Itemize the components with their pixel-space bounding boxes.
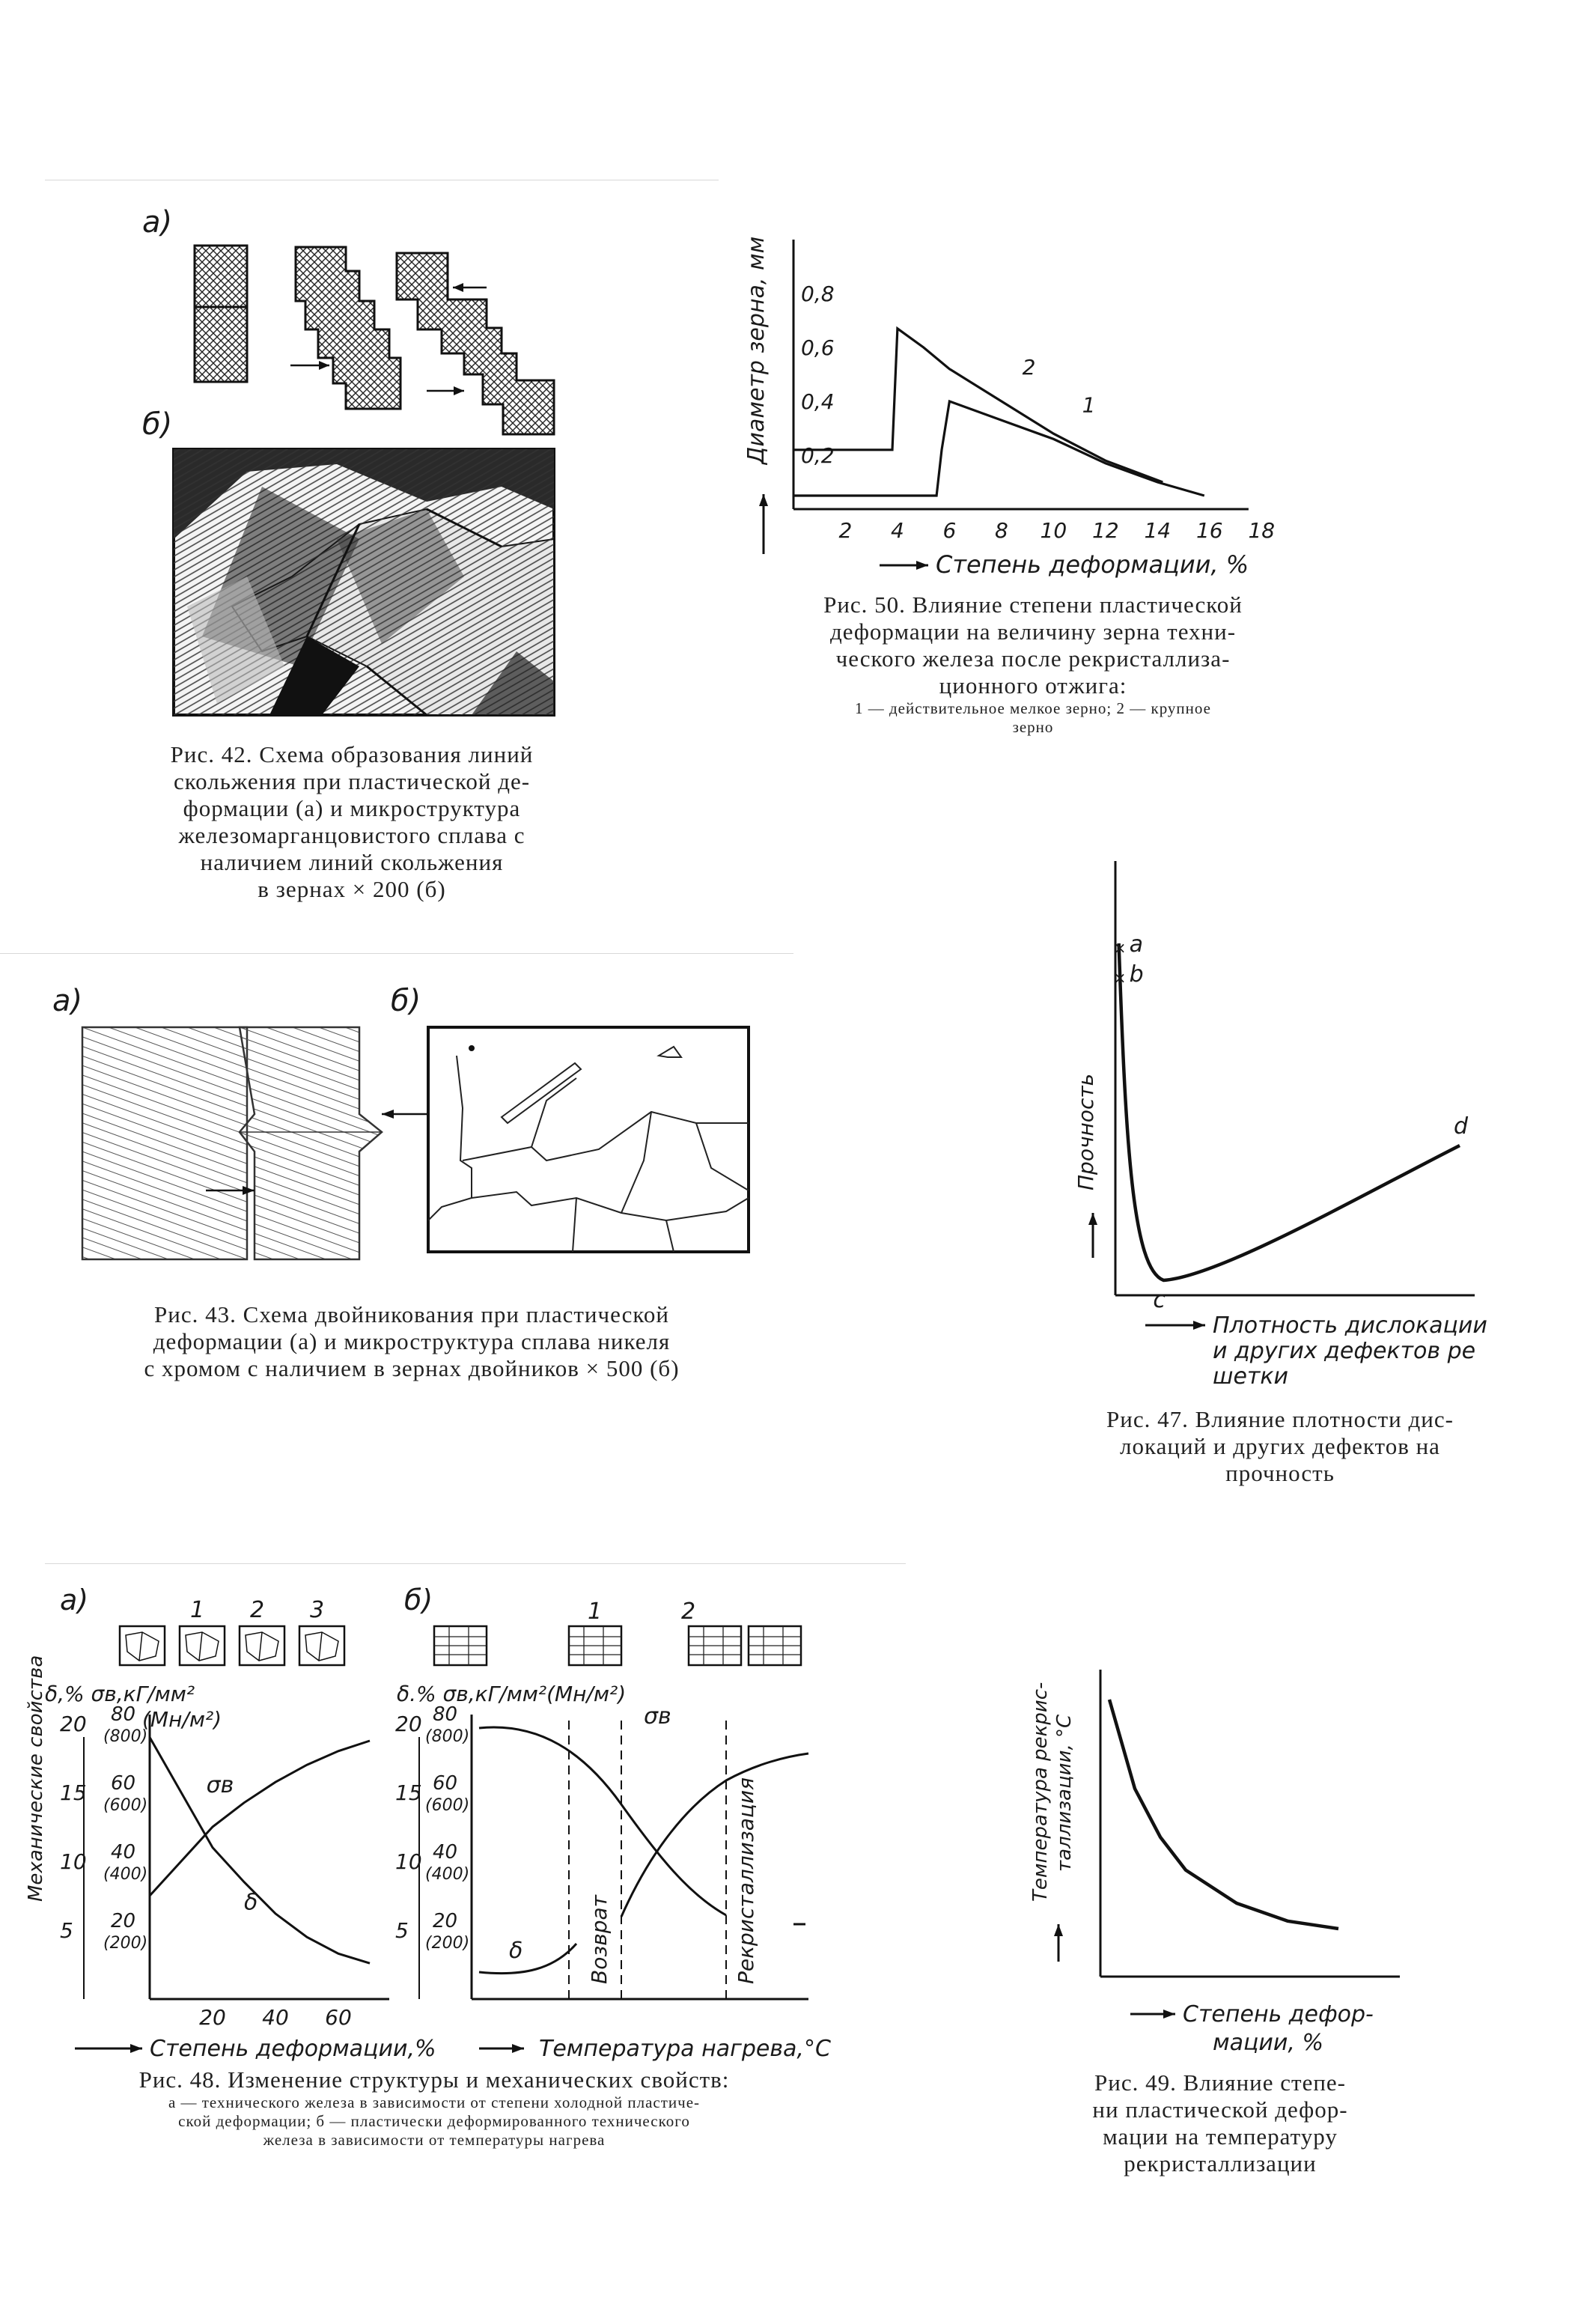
x-tick-label: 2 — [838, 518, 853, 543]
panel-a-header-units: (Мн/м²) — [142, 1707, 222, 1732]
sigma-tick-label-si: (800) — [103, 1727, 148, 1746]
y-tick-label: 0,8 — [801, 282, 835, 306]
y-tick-label: 0,4 — [801, 389, 835, 414]
caption-line: локаций и других дефектов на — [1120, 1433, 1440, 1459]
page-edge-line — [45, 1563, 906, 1564]
x-tick-label: 6 — [942, 518, 957, 543]
point-label: d — [1454, 1113, 1469, 1140]
x-tick-label: 18 — [1248, 518, 1276, 543]
series-label: 2 — [1022, 355, 1036, 380]
series-label: 1 — [1082, 392, 1096, 418]
y-axis-arrow-head — [1088, 1213, 1097, 1225]
sigma-tick-label-si: (400) — [103, 1865, 148, 1884]
y-axis-label: Механические свойства — [25, 1655, 47, 1902]
x-axis-label: Степень деформации, % — [936, 550, 1249, 579]
x-tick-label: 12 — [1092, 518, 1119, 543]
sigma-tick-label-si: (600) — [425, 1796, 470, 1815]
grain-boundaries — [434, 1626, 487, 1665]
x-tick-label: 10 — [1040, 518, 1067, 543]
y-tick-label: 0,6 — [801, 335, 835, 360]
y-axis-arrow-head — [1054, 1924, 1063, 1936]
twinned-crystal — [240, 1027, 382, 1259]
x-axis-arrow-head — [130, 2044, 142, 2053]
x-axis-arrow-head — [1193, 1321, 1205, 1330]
y-axis-arrow-head — [759, 494, 768, 506]
page-edge-line — [0, 953, 793, 954]
caption-line: Рис. 43. Схема двойникования при пластической — [154, 1301, 669, 1327]
caption-line: формации (а) и микроструктура — [183, 795, 521, 821]
fig48-label-b: б) — [404, 1584, 433, 1616]
fig48-caption — [30, 2066, 838, 2150]
x-tick-label: 14 — [1144, 518, 1172, 543]
zone-label: Рекристаллизация — [734, 1777, 758, 1984]
series-label: δ — [244, 1889, 258, 1916]
delta-tick-label: 15 — [395, 1780, 422, 1805]
sigma-tick-label-si: (800) — [425, 1727, 470, 1746]
grain-boundaries — [305, 1632, 338, 1661]
x-axis-label: шетки — [1213, 1363, 1289, 1390]
caption-line: ционного отжига: — [939, 672, 1127, 699]
caption-line: прочность — [1225, 1460, 1335, 1486]
micrograph-twins — [428, 1027, 749, 1252]
sigma-tick-label-si: (600) — [103, 1796, 148, 1815]
fig48-chart — [25, 1580, 838, 2062]
point-marker: × — [1113, 969, 1127, 987]
sigma-tick-label: 20 — [433, 1910, 458, 1932]
caption-line: Рис. 42. Схема образования линий — [170, 741, 534, 767]
fig43-diagram — [52, 973, 771, 1288]
fig43-label-b: б) — [391, 984, 421, 1018]
y-axis-label: таллизации, °С — [1053, 1714, 1076, 1872]
grain-boundaries — [246, 1632, 278, 1661]
series-line-delta-2 — [621, 1753, 808, 1917]
sigma-tick-label: 80 — [111, 1703, 136, 1726]
zone-label: Возврат — [587, 1895, 612, 1984]
x-axis-label: и других дефектов ре — [1213, 1338, 1476, 1364]
fig50-caption — [749, 591, 1317, 737]
delta-tick-label: 20 — [395, 1712, 422, 1736]
caption-note: 1 — действительное мелкое зерно; 2 — крупное — [855, 699, 1211, 717]
caption-line: Рис. 47. Влияние плотности дис- — [1106, 1406, 1454, 1432]
sigma-tick-label: 60 — [111, 1772, 136, 1795]
caption-line: Рис. 50. Влияние степени пластической — [823, 591, 1243, 618]
caption-line: мации на температуру — [1103, 2123, 1338, 2150]
series-line-sigma — [150, 1741, 370, 1896]
x-axis-arrow-head — [512, 2044, 524, 2053]
undeformed-crystal — [195, 246, 247, 382]
series-line-delta — [150, 1737, 370, 1963]
point-label: a — [1129, 931, 1143, 958]
caption-line: рекристаллизации — [1124, 2150, 1317, 2177]
point-label: c — [1153, 1287, 1166, 1313]
fig49-chart — [1026, 1647, 1415, 2066]
x-tick-label: 20 — [199, 2005, 226, 2030]
recrystallization-curve — [1109, 1700, 1338, 1929]
series-line-sigma — [479, 1727, 726, 1915]
icon-number: 2 — [681, 1598, 696, 1625]
panel-b-header: δ.% σв,кГ/мм²(Мн/м²) — [397, 1682, 627, 1706]
caption-note: ской деформации; б — пластически деформированного технического — [178, 2112, 690, 2130]
sigma-tick-label: 60 — [433, 1772, 458, 1795]
icon-number: 1 — [588, 1598, 603, 1625]
fig42-diagram — [112, 187, 591, 734]
x-axis-label: Плотность дислокации — [1213, 1312, 1487, 1339]
caption-line: ни пластической дефор- — [1092, 2096, 1348, 2123]
sigma-tick-label: 40 — [433, 1841, 458, 1864]
fig50-chart — [734, 210, 1303, 584]
x-tick-label: 60 — [325, 2005, 352, 2030]
caption-note: железа в зависимости от температуры нагрева — [263, 2131, 606, 2149]
panel-a-header: δ,% σв,кГ/мм² — [45, 1682, 195, 1706]
series-label: δ — [509, 1938, 523, 1964]
delta-tick-label: 20 — [60, 1712, 87, 1736]
x-tick-label: 4 — [891, 518, 904, 543]
fig42-label-b: б) — [142, 407, 173, 442]
x-axis-arrow-head — [916, 561, 928, 570]
series-line-1 — [793, 401, 1204, 496]
caption-line: наличием линий скольжения — [200, 849, 504, 875]
x-tick-label: 8 — [994, 518, 1008, 543]
delta-tick-label: 5 — [60, 1918, 73, 1943]
x-axis-label: Степень дефор- — [1183, 2001, 1374, 2028]
fig42-label-a: а) — [142, 205, 173, 240]
delta-tick-label: 5 — [395, 1918, 409, 1943]
caption-line: деформации (а) и микроструктура сплава никеля — [153, 1328, 671, 1354]
caption-line: Рис. 49. Влияние степе- — [1094, 2069, 1346, 2096]
point-marker: × — [1113, 939, 1127, 957]
fig47-chart — [1055, 846, 1497, 1415]
x-axis-arrow-head — [1163, 2010, 1175, 2019]
delta-tick-label: 10 — [395, 1849, 422, 1874]
caption-note: а — технического железа в зависимости от степени холодной пластиче- — [168, 2093, 701, 2111]
series-line-delta — [479, 1944, 576, 1974]
x-tick-label: 40 — [262, 2005, 289, 2030]
y-axis-label: Диаметр зерна, мм — [743, 236, 770, 464]
x-tick-label: 16 — [1195, 518, 1223, 543]
icon-number: 3 — [310, 1597, 325, 1623]
point-label: b — [1129, 961, 1144, 988]
strength-curve — [1119, 943, 1460, 1280]
caption-line: скольжения при пластической де- — [173, 768, 531, 794]
y-axis-label: Температура рекрис- — [1029, 1682, 1052, 1902]
caption-line: с хромом с наличием в зернах двойников × 500 (б) — [144, 1355, 680, 1381]
x-axis-label: Температура нагрева,°С — [539, 2036, 831, 2062]
caption-line: в зернах × 200 (б) — [258, 876, 446, 902]
fig47-caption — [1048, 1406, 1512, 1487]
sigma-tick-label-si: (400) — [425, 1865, 470, 1884]
caption-line: ческого железа после рекристаллиза- — [835, 645, 1231, 672]
grain-boundaries — [186, 1632, 219, 1661]
fig48-label-a: а) — [60, 1584, 89, 1616]
sigma-tick-label: 20 — [111, 1910, 136, 1932]
fig43-caption — [52, 1301, 771, 1382]
sigma-tick-label: 80 — [433, 1703, 458, 1726]
fig49-caption — [1026, 2069, 1415, 2177]
icon-number: 1 — [190, 1597, 205, 1623]
grain-boundaries — [569, 1626, 621, 1665]
grain-boundaries — [749, 1626, 801, 1665]
slip-crystal-2 — [397, 253, 554, 434]
series-label: σв — [206, 1772, 234, 1798]
grain-boundaries — [126, 1632, 159, 1661]
caption-line: деформации на величину зерна техни- — [829, 618, 1237, 645]
grain-boundaries — [689, 1626, 741, 1665]
sigma-tick-label: 40 — [111, 1841, 136, 1864]
sigma-tick-label-si: (200) — [103, 1934, 148, 1953]
y-axis-label: Прочность — [1073, 1073, 1098, 1190]
fig42-caption — [112, 741, 591, 903]
fig43-label-a: а) — [52, 984, 83, 1018]
x-axis-label: Степень деформации,% — [150, 2036, 436, 2062]
untwinned-crystal — [82, 1027, 247, 1259]
micrograph-slip-lines — [174, 449, 554, 715]
caption-line: Рис. 48. Изменение структуры и механических свойств: — [138, 2066, 730, 2093]
caption-note: зерно — [1012, 718, 1054, 736]
y-tick-label: 0,2 — [801, 443, 835, 468]
caption-line: железомарганцовистого сплава с — [178, 822, 525, 848]
sigma-tick-label-si: (200) — [425, 1934, 470, 1953]
series-line-2 — [793, 329, 1163, 482]
icon-number: 2 — [250, 1597, 265, 1623]
series-label: σв — [644, 1703, 671, 1730]
x-axis-label: мации, % — [1213, 2030, 1324, 2056]
delta-tick-label: 10 — [60, 1849, 87, 1874]
delta-tick-label: 15 — [60, 1780, 87, 1805]
